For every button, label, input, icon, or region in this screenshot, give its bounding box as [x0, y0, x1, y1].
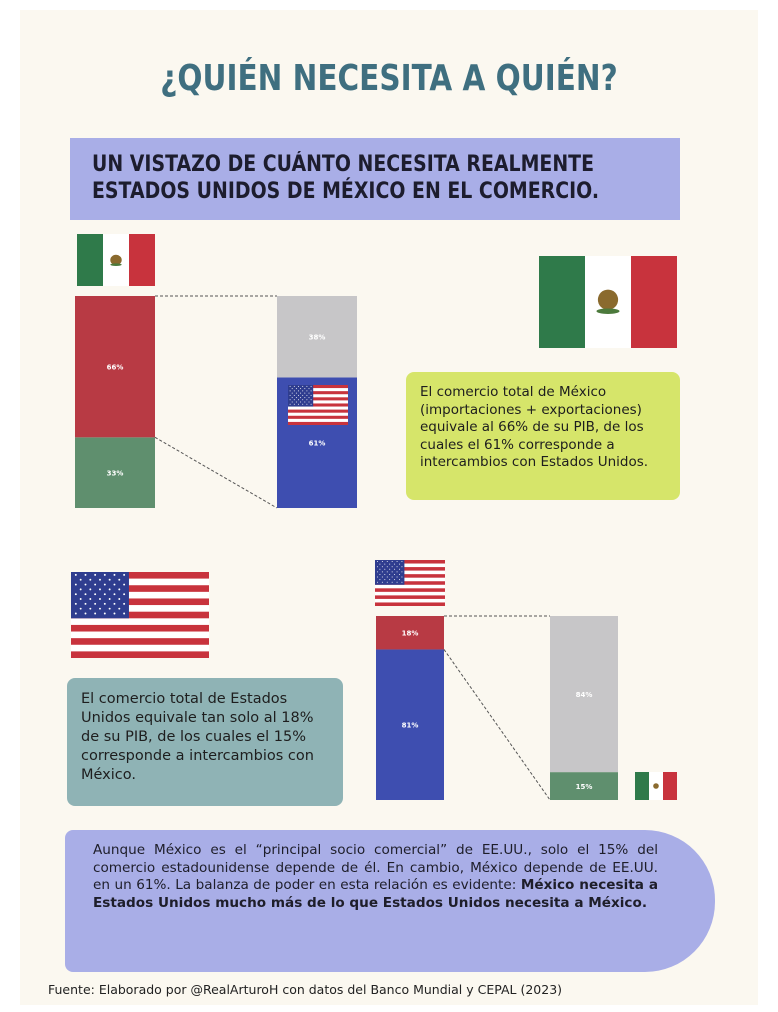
- mexico-info-text: El comercio total de México (importaciones + exportaciones) equivale al 66% de su PIB, de los cuales el 61% corresponde a intercambios con Estados Unidos.: [420, 384, 649, 470]
- bar-label-0-0-1: 66%: [106, 363, 124, 372]
- infographic-page: [20, 10, 758, 1005]
- usa-info-text: El comercio total de Estados Unidos equivale tan solo al 18% de su PIB, de los cuales el 15% corresponde a intercambios con México.: [81, 691, 314, 783]
- bar-label-0-1-1: 38%: [308, 333, 326, 342]
- page-title: ¿QUIÉN NECESITA A QUIÉN?: [160, 58, 618, 99]
- bar-label-0-0-0: 33%: [106, 469, 124, 478]
- source-note: Fuente: Elaborado por @RealArturoH con datos del Banco Mundial y CEPAL (2023): [48, 982, 563, 997]
- bar-label-1-0-1: 18%: [401, 629, 419, 638]
- conclusion-normal: Aunque México es el “principal socio comercial” de EE.UU., solo el 15% del comercio estadounidense depende de él. En cambio, México depende de EE.UU. en un 61%. La balanza de poder en esta relación es evidente:: [93, 842, 658, 893]
- subtitle-text: UN VISTAZO DE CUÁNTO NECESITA REALMENTE ESTADOS UNIDOS DE MÉXICO EN EL COMERCIO.: [92, 152, 600, 204]
- bar-label-1-1-1: 84%: [575, 691, 593, 700]
- conclusion-text: [93, 842, 658, 912]
- connector-line-bottom-1: [444, 649, 550, 800]
- bar-label-0-1-0: 61%: [308, 439, 326, 448]
- bar-label-1-1-0: 15%: [575, 783, 593, 792]
- mexico-info-box: [406, 372, 680, 500]
- conclusion-bold: México necesita a Estados Unidos mucho más de lo que Estados Unidos necesita a México.: [93, 877, 658, 911]
- usa-flag-overlay-icon: [288, 385, 348, 425]
- bar-label-1-0-0: 81%: [401, 721, 419, 730]
- usa-info-box: [67, 678, 343, 806]
- connector-line-bottom-0: [155, 437, 277, 508]
- conclusion-box: [65, 830, 715, 972]
